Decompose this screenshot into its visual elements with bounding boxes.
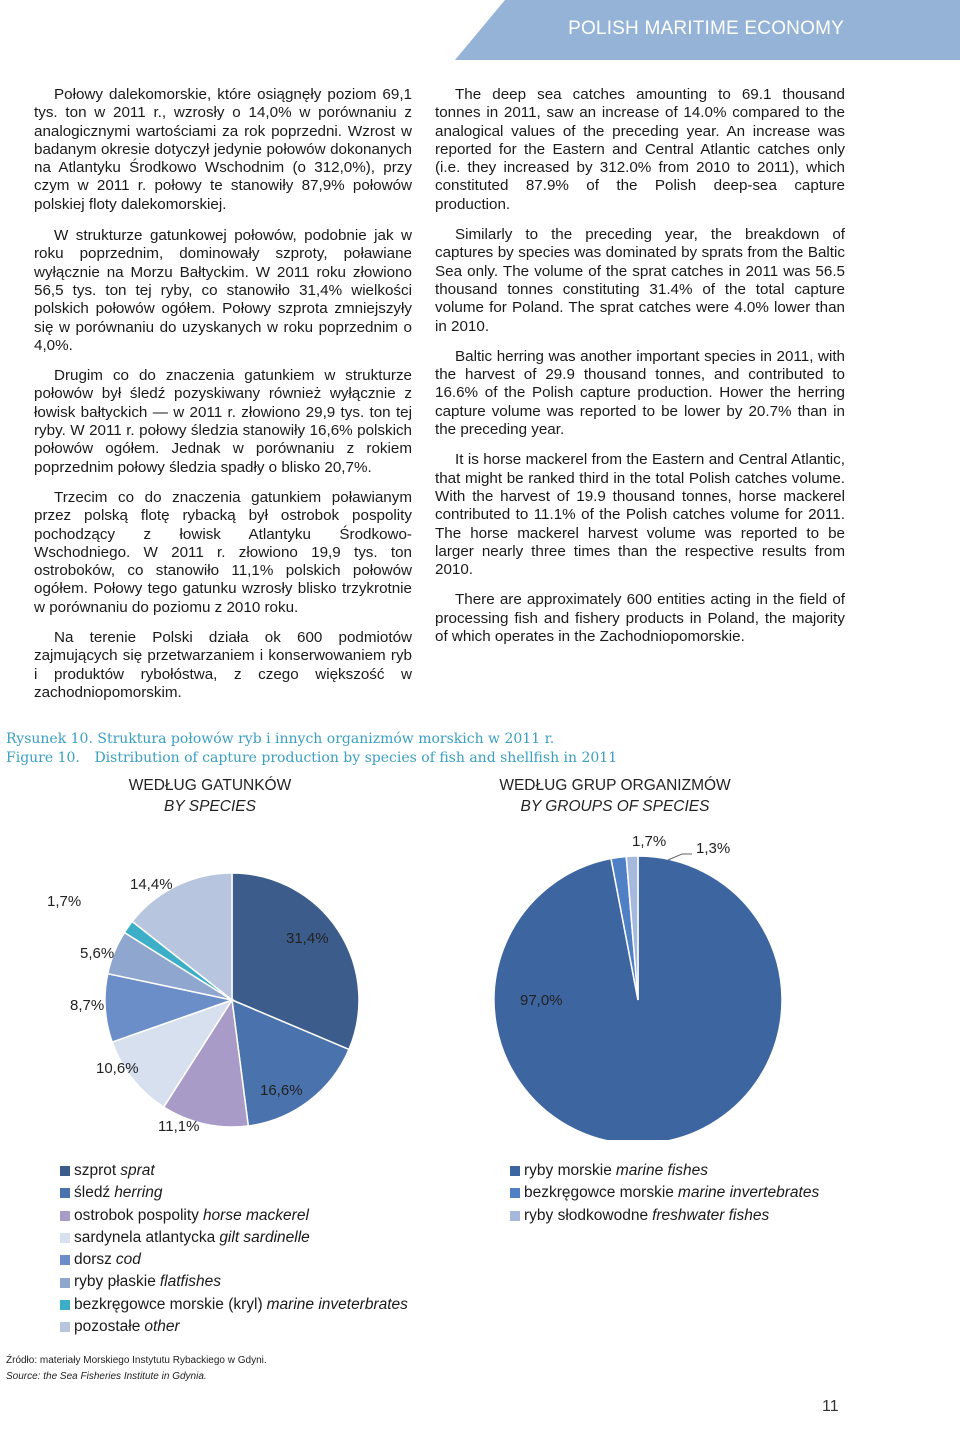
polish-text-column bbox=[34, 86, 412, 714]
legend-item bbox=[60, 1316, 408, 1338]
legend-swatch bbox=[60, 1255, 70, 1265]
species-chart-title bbox=[110, 777, 310, 816]
groups-legend bbox=[510, 1160, 819, 1227]
pie-value-label: 31,4% bbox=[286, 930, 329, 947]
paragraph: Trzecim co do znaczenia gatunkiem poławianym przez polską flotę rybacką był ostrobok pospolity pochodzący z łowisk Atlantyku Środkowo- Wschodniego. W 2011 r. złowiono 19,9 tys. ton ostroboków, co stanowiło 11,1% polskich połowów ogółem. Połowy tego gatunku wzrosły blisko trzykrotnie w porównaniu do poziomu z 2010 roku. bbox=[34, 488, 412, 616]
paragraph: The deep sea catches amounting to 69.1 thousand tonnes in 2011, saw an increase of 14.0% compared to the analogical values of the preceding year. An increase was reported for the Eastern and Central Atlantic catches only (i.e. they increased by 312.0% from 2010 to 2011), which constituted 87.9% of the Polish deep-sea capture production. bbox=[435, 86, 845, 213]
figure-caption-en bbox=[6, 750, 617, 766]
legend-label-pl: dorsz bbox=[74, 1251, 112, 1269]
legend-item bbox=[60, 1205, 408, 1227]
paragraph: Drugim co do znaczenia gatunkiem w strukturze połowów był śledź pozyskiwany również wyłącznie z łowisk bałtyckich — w 2011 r. złowiono 29,9 tys. ton tej ryby. W 2011 r. połowy śledzia stanowiły 16,6% polskich połowów ogółem. Jednak w porównaniu z rokiem poprzednim połowy śledzia spadły o blisko 20,7%. bbox=[34, 367, 412, 476]
chart-title-pl: WEDŁUG GRUP ORGANIZMÓW bbox=[499, 777, 731, 794]
legend-label-en: herring bbox=[114, 1184, 163, 1202]
legend-swatch bbox=[60, 1166, 70, 1176]
pie-value-label: 1,7% bbox=[47, 893, 82, 910]
leader-line bbox=[668, 854, 692, 860]
groups-chart-title bbox=[480, 777, 750, 816]
pie-value-label: 14,4% bbox=[130, 876, 173, 893]
chart-title-en: BY SPECIES bbox=[164, 798, 256, 815]
pie-value-label: 1,3% bbox=[696, 840, 731, 857]
legend-label-en: cod bbox=[115, 1251, 141, 1269]
legend-label-pl: ryby słodkowodne bbox=[524, 1206, 649, 1224]
legend-label-en: marine fishes bbox=[615, 1162, 709, 1179]
legend-label-en: gilt sardinelle bbox=[219, 1228, 310, 1246]
paragraph: W strukturze gatunkowej połowów, podobnie jak w roku poprzednim, dominowały szproty, poławiane wyłącznie na Morzu Bałtyckim. W 2011 roku złowiono 56,5 tys. ton tej ryby, co stanowiło 31,4% wielkości polskich połowów ogółem. Połowy szprota zmniejszyły się w porównaniu do uzyskanych w roku poprzednim o 4,0%. bbox=[34, 227, 412, 354]
figure-caption-pl-text: Struktura połowów ryb i innych organizmów morskich w 2011 r. bbox=[97, 731, 555, 747]
legend-swatch bbox=[510, 1188, 520, 1198]
legend-item bbox=[60, 1182, 408, 1204]
groups-pie-chart bbox=[460, 820, 880, 1140]
header-band bbox=[0, 0, 960, 60]
legend-item bbox=[60, 1160, 408, 1182]
figure-number-en: Figure 10. bbox=[6, 750, 80, 766]
pie-value-label: 1,7% bbox=[632, 833, 667, 850]
source-note-pl: Źródło: materiały Morskiego Instytutu Rybackiego w Gdyni. bbox=[6, 1355, 267, 1366]
legend-label-pl: ryby morskie bbox=[524, 1162, 612, 1179]
species-pie-chart bbox=[0, 820, 420, 1140]
legend-label-pl: bezkręgowce morskie bbox=[524, 1184, 674, 1202]
legend-swatch bbox=[60, 1233, 70, 1243]
source-note-en: Source: the Sea Fisheries Institute in Gdynia. bbox=[6, 1371, 207, 1382]
chart-title-pl: WEDŁUG GATUNKÓW bbox=[128, 777, 292, 794]
legend-swatch bbox=[60, 1278, 70, 1288]
legend-swatch bbox=[60, 1300, 70, 1310]
legend-label-pl: pozostałe bbox=[74, 1318, 141, 1336]
paragraph: Połowy dalekomorskie, które osiągnęły poziom 69,1 tys. ton w 2011 r., wzrosły o 14,0% w porównaniu z analogicznymi wartościami za rok poprzedni. Wzrost w badanym okresie dotyczył jedynie połowów dokonanych na Atlantyku Środkowo Wschodnim (o 312,0%), przy czym w 2011 r. połowy te stanowiły 87,9% połowów polskiej floty dalekomorskiej. bbox=[34, 86, 412, 213]
legend-label-en: flatfishes bbox=[159, 1273, 222, 1291]
pie-value-label: 11,1% bbox=[158, 1118, 200, 1135]
paragraph: Na terenie Polski działa ok 600 podmiotów zajmujących się przetwarzaniem i konserwowaniem ryb i produktów rybołóstwa, z czego większość w zachodniopomorskim. bbox=[34, 629, 412, 701]
pie-value-label: 97,0% bbox=[520, 992, 563, 1009]
page-number: 11 bbox=[822, 1398, 839, 1415]
species-legend bbox=[60, 1160, 408, 1338]
legend-label-pl: szprot bbox=[74, 1162, 117, 1179]
legend-label-pl: ryby płaskie bbox=[74, 1273, 156, 1291]
legend-item bbox=[60, 1294, 408, 1316]
legend-label-en: other bbox=[144, 1318, 180, 1336]
legend-label-pl: śledź bbox=[74, 1184, 111, 1202]
pie-value-label: 8,7% bbox=[70, 997, 105, 1014]
legend-item bbox=[60, 1271, 408, 1293]
legend-label-pl: bezkręgowce morskie (kryl) bbox=[74, 1295, 263, 1313]
legend-item bbox=[60, 1249, 408, 1271]
legend-label-en: sprat bbox=[120, 1162, 155, 1179]
legend-label-en: freshwater fishes bbox=[652, 1206, 770, 1224]
legend-item bbox=[60, 1227, 408, 1249]
legend-label-en: horse mackerel bbox=[202, 1206, 309, 1224]
figure-number-pl: Rysunek 10. bbox=[6, 731, 93, 747]
legend-item bbox=[510, 1182, 819, 1204]
legend-swatch bbox=[60, 1188, 70, 1198]
legend-label-en: marine inveterbrates bbox=[266, 1295, 408, 1313]
paragraph: It is horse mackerel from the Eastern and Central Atlantic, that might be ranked third in the total Polish catches volume. With the harvest of 19.9 thousand tonnes, horse mackerel contributed to 11.1% of the Polish catches volume for 2011. The horse mackerel harvest volume was reported to be larger nearly three times than the respective results from 2010. bbox=[435, 451, 845, 579]
pie-value-label: 5,6% bbox=[80, 945, 115, 962]
paragraph: There are approximately 600 entities acting in the field of processing fish and fishery products in Poland, the majority of which operates in the Zachodniopomorskie. bbox=[435, 591, 845, 646]
legend-swatch bbox=[510, 1166, 520, 1176]
legend-item bbox=[510, 1160, 819, 1182]
legend-label-pl: ostrobok pospolity bbox=[74, 1206, 199, 1224]
legend-swatch bbox=[60, 1322, 70, 1332]
english-text-column bbox=[435, 86, 845, 658]
legend-swatch bbox=[60, 1211, 70, 1221]
paragraph: Baltic herring was another important species in 2011, with the harvest of 29.9 thousand tonnes, and contributed to 16.6% of the Polish capture production. Hower the herring capture volume was reported to be lower by 20.7% than in the preceding year. bbox=[435, 347, 845, 439]
figure-caption-en-text: Distribution of capture production by species of fish and shellfish in 2011 bbox=[94, 750, 618, 766]
legend-label-pl: sardynela atlantycka bbox=[74, 1228, 216, 1246]
pie-value-label: 10,6% bbox=[96, 1060, 139, 1077]
legend-item bbox=[510, 1205, 819, 1227]
chart-title-en: BY GROUPS OF SPECIES bbox=[520, 798, 710, 815]
legend-swatch bbox=[510, 1211, 520, 1221]
header-title: POLISH MARITIME ECONOMY bbox=[568, 18, 844, 39]
paragraph: Similarly to the preceding year, the breakdown of captures by species was dominated by sprats from the Baltic Sea only. The volume of the sprat catches in 2011 was 56.5 thousand tonnes constituting 31.4% of the total capture volume for Poland. The sprat catches were 4.0% lower than in 2010. bbox=[435, 226, 845, 335]
figure-caption-pl bbox=[6, 731, 554, 747]
pie-value-label: 16,6% bbox=[260, 1082, 303, 1099]
legend-label-en: marine invertebrates bbox=[677, 1184, 820, 1202]
